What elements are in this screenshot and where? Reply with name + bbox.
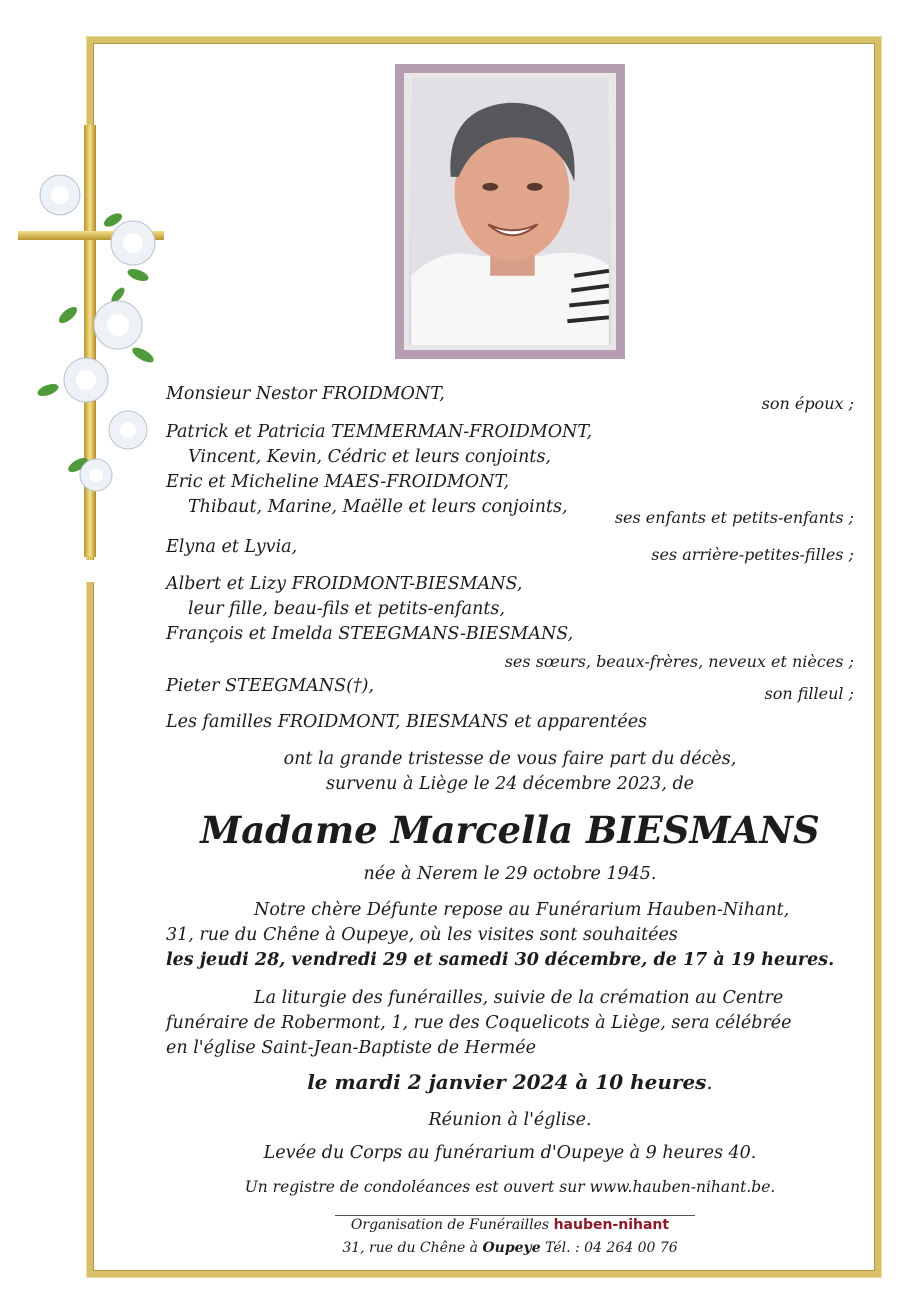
portrait-photo (409, 78, 611, 345)
family-line: François et Imelda STEEGMANS-BIESMANS, (166, 624, 574, 644)
extended-families: Les familles FROIDMONT, BIESMANS et apparentées (166, 712, 648, 732)
family-line: Albert et Lizy FROIDMONT-BIESMANS, (166, 574, 523, 594)
birth-info: née à Nerem le 29 octobre 1945. (363, 864, 657, 884)
children-relation: ses enfants et petits-enfants ; (614, 508, 854, 527)
footer-org-label: Organisation de Funérailles (350, 1217, 550, 1233)
funeral-date-punct: . (706, 1070, 713, 1094)
footer-address-city: Oupeye (482, 1240, 541, 1256)
footer-org (166, 1217, 854, 1233)
great-grandchildren-relation: ses arrière-petites-filles ; (651, 545, 854, 564)
cross-with-flowers-icon (18, 125, 168, 565)
footer-address-prefix: 31, rue du Chêne à (342, 1240, 479, 1256)
godson-relation: son filleul ; (764, 684, 854, 703)
meeting-note: Réunion à l'église. (428, 1110, 592, 1130)
visitation-line: 31, rue du Chêne à Oupeye, où les visites sont souhaitées (166, 925, 678, 945)
family-line: Thibaut, Marine, Maëlle et leurs conjoints, (188, 497, 568, 517)
funeral-date (166, 1070, 854, 1094)
children-list (166, 420, 592, 520)
registry-note: Un registre de condoléances est ouvert sur www.hauben-nihant.be. (244, 1178, 776, 1196)
levee-note: Levée du Corps au funérarium d'Oupeye à 9 heures 40. (263, 1143, 757, 1163)
announcement-line: ont la grande tristesse de vous faire part du décès, (283, 749, 737, 769)
family-line: leur fille, beau-fils et petits-enfants, (188, 599, 505, 619)
portrait-illustration (409, 78, 611, 345)
visitation-paragraph (166, 898, 866, 973)
footer-address (166, 1240, 854, 1256)
brand-logo: hauben-nihant (553, 1217, 670, 1233)
spouse-relation: son époux ; (761, 394, 854, 413)
liturgy-line: en l'église Saint-Jean-Baptiste de Hermée (166, 1038, 536, 1058)
deceased-name: Madame Marcella BIESMANS (200, 808, 820, 852)
liturgy-paragraph (166, 986, 866, 1061)
siblings-relation: ses sœurs, beaux-frères, neveux et nièces ; (504, 652, 854, 671)
family-line: Vincent, Kevin, Cédric et leurs conjoints, (188, 447, 551, 467)
liturgy-line: funéraire de Robermont, 1, rue des Coquelicots à Liège, sera célébrée (166, 1013, 792, 1033)
footer-phone: Tél. : 04 264 00 76 (545, 1240, 678, 1256)
liturgy-line: La liturgie des funérailles, suivie de la crémation au Centre (254, 988, 784, 1008)
announcement (166, 747, 854, 797)
funeral-date-text: le mardi 2 janvier 2024 à 10 heures (307, 1070, 707, 1094)
announcement-line: survenu à Liège le 24 décembre 2023, de (325, 774, 695, 794)
family-line: Eric et Micheline MAES-FROIDMONT, (166, 472, 510, 492)
visitation-line: Notre chère Défunte repose au Funérarium Hauben-Nihant, (254, 900, 790, 920)
great-grandchildren-names: Elyna et Lyvia, (166, 537, 298, 557)
godson-name: Pieter STEEGMANS(†), (166, 676, 375, 696)
spouse-name: Monsieur Nestor FROIDMONT, (166, 384, 445, 404)
footer-divider (335, 1215, 695, 1216)
family-line: Patrick et Patricia TEMMERMAN-FROIDMONT, (166, 422, 593, 442)
siblings-list (166, 572, 573, 647)
portrait-frame (395, 64, 625, 359)
visitation-hours: les jeudi 28, vendredi 29 et samedi 30 décembre, de 17 à 19 heures. (166, 950, 835, 970)
